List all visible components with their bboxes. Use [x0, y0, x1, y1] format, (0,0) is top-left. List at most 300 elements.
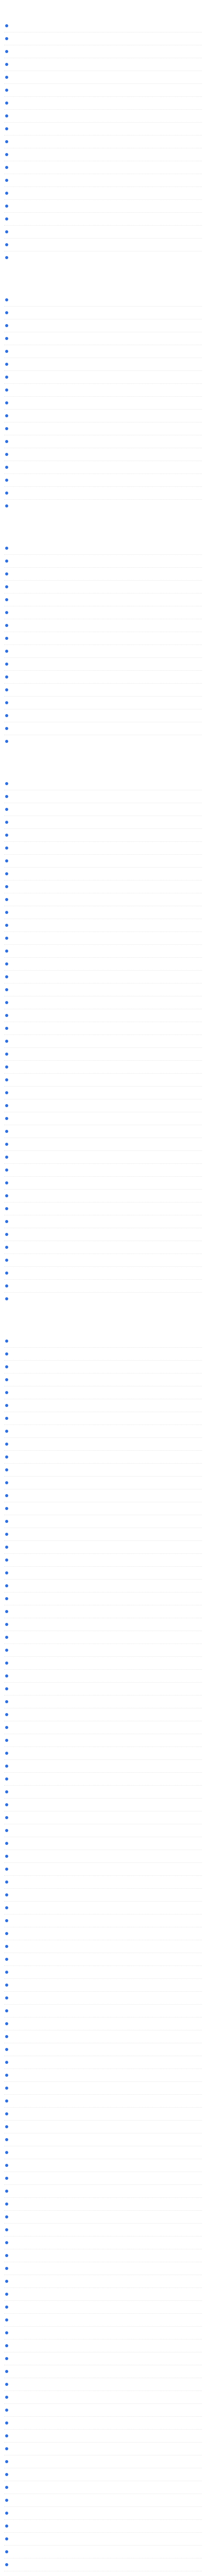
- bullet-icon: [5, 2293, 8, 2296]
- section-title: [4, 764, 202, 773]
- bullet-icon: [5, 1880, 8, 1884]
- bullet-icon: [5, 572, 8, 575]
- list-item: [4, 606, 202, 619]
- list-item: [4, 1953, 202, 1966]
- list-item: [4, 2455, 202, 2468]
- bullet-icon: [5, 624, 8, 627]
- list-item: [4, 1940, 202, 1953]
- bullet-icon: [5, 2074, 8, 2077]
- list-item: [4, 1580, 202, 1592]
- bullet-icon: [5, 1181, 8, 1184]
- list-item: [4, 581, 202, 594]
- list-item: [4, 790, 202, 803]
- link-list: [4, 1335, 202, 2576]
- bullet-icon: [5, 675, 8, 679]
- bullet-icon: [5, 440, 8, 443]
- bullet-icon: [5, 1297, 8, 1300]
- bullet-icon: [5, 337, 8, 340]
- list-item: [4, 1099, 202, 1112]
- bullet-icon: [5, 2512, 8, 2515]
- bullet-icon: [5, 727, 8, 730]
- list-item: [4, 1992, 202, 2005]
- list-item: [4, 213, 202, 226]
- list-item: [4, 2030, 202, 2043]
- bullet-icon: [5, 166, 8, 169]
- list-item: [4, 2288, 202, 2301]
- list-item: [4, 1670, 202, 1683]
- bullet-icon: [5, 547, 8, 550]
- bullet-icon: [5, 1868, 8, 1871]
- bullet-icon: [5, 975, 8, 978]
- bullet-icon: [5, 859, 8, 862]
- list-item: [4, 1721, 202, 1734]
- list-item: [4, 345, 202, 358]
- bullet-icon: [5, 479, 8, 482]
- list-item: [4, 226, 202, 239]
- bullet-icon: [5, 714, 8, 717]
- bullet-icon: [5, 611, 8, 614]
- bullet-icon: [5, 2267, 8, 2270]
- list-item: [4, 1489, 202, 1502]
- bullet-icon: [5, 2112, 8, 2115]
- bullet-icon: [5, 1739, 8, 1742]
- list-item: [4, 2365, 202, 2378]
- list-item: [4, 1425, 202, 1438]
- list-item: [4, 1876, 202, 1889]
- bullet-icon: [5, 427, 8, 430]
- list-item: [4, 148, 202, 161]
- bullet-icon: [5, 2550, 8, 2553]
- bullet-icon: [5, 2524, 8, 2528]
- bullet-icon: [5, 2138, 8, 2141]
- bullet-icon: [5, 89, 8, 92]
- bullet-icon: [5, 1919, 8, 1922]
- list-item: [4, 1760, 202, 1773]
- page: [0, 6, 206, 2576]
- bullet-icon: [5, 1958, 8, 1961]
- bullet-icon: [5, 1777, 8, 1781]
- bullet-icon: [5, 256, 8, 259]
- bullet-icon: [5, 1040, 8, 1043]
- list-item: [4, 45, 202, 58]
- list-item: [4, 2198, 202, 2211]
- bullet-icon: [5, 1662, 8, 1665]
- bullet-icon: [5, 1117, 8, 1120]
- bullet-icon: [5, 637, 8, 640]
- bullet-icon: [5, 2421, 8, 2425]
- bullet-icon: [5, 2254, 8, 2257]
- link-section: [4, 529, 202, 748]
- list-item: [4, 1850, 202, 1863]
- section-spacer: [0, 1310, 206, 1315]
- list-item: [4, 1215, 202, 1228]
- bullet-icon: [5, 1803, 8, 1806]
- bullet-icon: [5, 1194, 8, 1197]
- list-item: [4, 816, 202, 829]
- list-item: [4, 958, 202, 971]
- list-item: [4, 1151, 202, 1164]
- bullet-icon: [5, 688, 8, 691]
- bullet-icon: [5, 924, 8, 927]
- bullet-icon: [5, 821, 8, 824]
- list-item: [4, 1657, 202, 1670]
- bullet-icon: [5, 350, 8, 353]
- bullet-icon: [5, 2499, 8, 2502]
- bullet-icon: [5, 1378, 8, 1381]
- list-item: [4, 2571, 202, 2576]
- list-item: [4, 307, 202, 319]
- bullet-icon: [5, 1623, 8, 1626]
- list-item: [4, 1592, 202, 1605]
- bullet-icon: [5, 1765, 8, 1768]
- bullet-icon: [5, 2215, 8, 2218]
- list-item: [4, 1799, 202, 1811]
- list-item: [4, 319, 202, 332]
- list-item: [4, 1696, 202, 1708]
- list-item: [4, 1631, 202, 1644]
- list-item: [4, 2146, 202, 2159]
- list-item: [4, 332, 202, 345]
- list-item: [4, 1541, 202, 1554]
- list-item: [4, 945, 202, 958]
- bullet-icon: [5, 2357, 8, 2360]
- list-item: [4, 722, 202, 735]
- bullet-icon: [5, 2409, 8, 2412]
- bullet-icon: [5, 1065, 8, 1069]
- bullet-icon: [5, 2306, 8, 2309]
- bullet-icon: [5, 1027, 8, 1030]
- list-item: [4, 868, 202, 880]
- list-item: [4, 2494, 202, 2507]
- list-item: [4, 1747, 202, 1760]
- sections-container: [0, 6, 206, 2576]
- bullet-icon: [5, 1649, 8, 1652]
- bullet-icon: [5, 2177, 8, 2180]
- list-item: [4, 2236, 202, 2249]
- list-item: [4, 1228, 202, 1241]
- link-list: [4, 777, 202, 1305]
- list-item: [4, 2262, 202, 2275]
- list-item: [4, 1112, 202, 1125]
- list-item: [4, 1773, 202, 1786]
- bullet-icon: [5, 1220, 8, 1223]
- bullet-icon: [5, 2061, 8, 2064]
- list-item: [4, 1644, 202, 1657]
- list-item: [4, 1914, 202, 1927]
- list-item: [4, 1708, 202, 1721]
- list-item: [4, 855, 202, 868]
- list-item: [4, 996, 202, 1009]
- list-item: [4, 32, 202, 45]
- bullet-icon: [5, 230, 8, 233]
- list-item: [4, 1824, 202, 1837]
- bullet-icon: [5, 153, 8, 156]
- bullet-icon: [5, 1674, 8, 1677]
- bullet-icon: [5, 1272, 8, 1275]
- list-item: [4, 1902, 202, 1914]
- bullet-icon: [5, 1078, 8, 1081]
- bullet-icon: [5, 988, 8, 991]
- bullet-icon: [5, 598, 8, 601]
- bullet-icon: [5, 1906, 8, 1909]
- list-item: [4, 2185, 202, 2198]
- bullet-icon: [5, 2318, 8, 2321]
- list-item: [4, 1399, 202, 1412]
- bullet-icon: [5, 1700, 8, 1703]
- list-item: [4, 358, 202, 371]
- bullet-icon: [5, 37, 8, 40]
- bullet-icon: [5, 1207, 8, 1210]
- list-item: [4, 1889, 202, 1902]
- list-item: [4, 1280, 202, 1293]
- list-item: [4, 2133, 202, 2146]
- section-spacer: [0, 753, 206, 758]
- list-item: [4, 697, 202, 709]
- bullet-icon: [5, 179, 8, 182]
- bullet-icon: [5, 2190, 8, 2193]
- bullet-icon: [5, 324, 8, 327]
- list-item: [4, 1267, 202, 1280]
- list-item: [4, 1979, 202, 1992]
- bullet-icon: [5, 808, 8, 811]
- list-item: [4, 1074, 202, 1087]
- bullet-icon: [5, 1481, 8, 1484]
- list-item: [4, 2172, 202, 2185]
- bullet-icon: [5, 1494, 8, 1497]
- bullet-icon: [5, 1259, 8, 1262]
- list-item: [4, 161, 202, 174]
- list-item: [4, 58, 202, 71]
- bullet-icon: [5, 2396, 8, 2399]
- bullet-icon: [5, 1143, 8, 1146]
- bullet-icon: [5, 1404, 8, 1407]
- list-item: [4, 1254, 202, 1267]
- list-item: [4, 1863, 202, 1876]
- list-item: [4, 1061, 202, 1074]
- list-item: [4, 2069, 202, 2082]
- bullet-icon: [5, 911, 8, 914]
- bullet-icon: [5, 937, 8, 940]
- list-item: [4, 1528, 202, 1541]
- list-item: [4, 2275, 202, 2288]
- list-item: [4, 2082, 202, 2095]
- bullet-icon: [5, 2164, 8, 2167]
- bullet-icon: [5, 1752, 8, 1755]
- bullet-icon: [5, 1790, 8, 1793]
- list-item: [4, 1837, 202, 1850]
- bullet-icon: [5, 585, 8, 588]
- bullet-icon: [5, 1893, 8, 1896]
- list-item: [4, 422, 202, 435]
- link-list: [4, 20, 202, 264]
- list-item: [4, 1477, 202, 1489]
- bullet-icon: [5, 388, 8, 392]
- list-item: [4, 2249, 202, 2262]
- list-item: [4, 684, 202, 697]
- list-item: [4, 461, 202, 474]
- bullet-icon: [5, 1558, 8, 1562]
- bullet-icon: [5, 560, 8, 563]
- list-item: [4, 645, 202, 658]
- list-item: [4, 2546, 202, 2558]
- list-item: [4, 1009, 202, 1022]
- bullet-icon: [5, 950, 8, 953]
- bullet-icon: [5, 1571, 8, 1574]
- list-item: [4, 135, 202, 148]
- section-spacer: [0, 269, 206, 274]
- list-item: [4, 2018, 202, 2030]
- bullet-icon: [5, 466, 8, 469]
- bullet-icon: [5, 1104, 8, 1107]
- section-title: [4, 280, 202, 290]
- bullet-icon: [5, 2473, 8, 2476]
- bullet-icon: [5, 962, 8, 965]
- bullet-icon: [5, 192, 8, 195]
- list-item: [4, 658, 202, 671]
- list-item: [4, 2301, 202, 2314]
- list-item: [4, 1035, 202, 1048]
- list-item: [4, 1605, 202, 1618]
- list-item: [4, 2340, 202, 2352]
- bullet-icon: [5, 376, 8, 379]
- list-item: [4, 2043, 202, 2056]
- list-item: [4, 542, 202, 555]
- bullet-icon: [5, 1430, 8, 1433]
- bullet-icon: [5, 2022, 8, 2025]
- list-item: [4, 97, 202, 110]
- list-item: [4, 294, 202, 307]
- list-item: [4, 1464, 202, 1477]
- bullet-icon: [5, 2344, 8, 2347]
- link-section: [4, 1321, 202, 2576]
- bullet-icon: [5, 2099, 8, 2103]
- list-item: [4, 919, 202, 932]
- list-item: [4, 435, 202, 448]
- bullet-icon: [5, 872, 8, 875]
- bullet-icon: [5, 650, 8, 653]
- list-item: [4, 2481, 202, 2494]
- bullet-icon: [5, 2486, 8, 2489]
- bullet-icon: [5, 2087, 8, 2090]
- list-item: [4, 1515, 202, 1528]
- bullet-icon: [5, 50, 8, 53]
- bullet-icon: [5, 1726, 8, 1729]
- list-item: [4, 1374, 202, 1386]
- list-item: [4, 1386, 202, 1399]
- list-item: [4, 500, 202, 512]
- bullet-icon: [5, 140, 8, 143]
- bullet-icon: [5, 101, 8, 105]
- list-item: [4, 187, 202, 200]
- list-item: [4, 2468, 202, 2481]
- link-list: [4, 294, 202, 512]
- bullet-icon: [5, 1091, 8, 1094]
- list-item: [4, 123, 202, 135]
- list-item: [4, 1554, 202, 1567]
- link-list: [4, 542, 202, 748]
- bullet-icon: [5, 205, 8, 208]
- list-item: [4, 829, 202, 842]
- list-item: [4, 2005, 202, 2018]
- list-item: [4, 1966, 202, 1979]
- list-item: [4, 735, 202, 748]
- list-item: [4, 2430, 202, 2443]
- bullet-icon: [5, 1053, 8, 1056]
- bullet-icon: [5, 1014, 8, 1017]
- list-item: [4, 2558, 202, 2571]
- list-item: [4, 1048, 202, 1061]
- bullet-icon: [5, 1284, 8, 1287]
- list-item: [4, 594, 202, 606]
- link-section: [4, 6, 202, 264]
- list-item: [4, 2159, 202, 2172]
- bullet-icon: [5, 782, 8, 785]
- bullet-icon: [5, 217, 8, 221]
- section-title: [4, 529, 202, 538]
- bullet-icon: [5, 24, 8, 27]
- list-item: [4, 2095, 202, 2108]
- list-item: [4, 1022, 202, 1035]
- list-item: [4, 1567, 202, 1580]
- list-item: [4, 1811, 202, 1824]
- bullet-icon: [5, 1520, 8, 1523]
- list-item: [4, 2327, 202, 2340]
- bullet-icon: [5, 1130, 8, 1133]
- list-item: [4, 2224, 202, 2236]
- list-item: [4, 671, 202, 684]
- bullet-icon: [5, 1687, 8, 1690]
- list-item: [4, 2314, 202, 2327]
- bullet-icon: [5, 1417, 8, 1420]
- bullet-icon: [5, 1546, 8, 1549]
- bullet-icon: [5, 243, 8, 246]
- bullet-icon: [5, 504, 8, 507]
- list-item: [4, 1164, 202, 1177]
- list-item: [4, 1361, 202, 1374]
- list-item: [4, 2121, 202, 2133]
- list-item: [4, 803, 202, 816]
- bullet-icon: [5, 1340, 8, 1343]
- list-item: [4, 1683, 202, 1696]
- bullet-icon: [5, 2151, 8, 2154]
- bullet-icon: [5, 1971, 8, 1974]
- bullet-icon: [5, 1610, 8, 1613]
- list-item: [4, 200, 202, 213]
- list-item: [4, 555, 202, 568]
- bullet-icon: [5, 127, 8, 130]
- bullet-icon: [5, 63, 8, 66]
- list-item: [4, 619, 202, 632]
- bullet-icon: [5, 1996, 8, 1999]
- list-item: [4, 2108, 202, 2121]
- bullet-icon: [5, 2370, 8, 2373]
- list-item: [4, 906, 202, 919]
- bullet-icon: [5, 1352, 8, 1355]
- bullet-icon: [5, 1455, 8, 1459]
- list-item: [4, 1734, 202, 1747]
- bullet-icon: [5, 1932, 8, 1935]
- list-item: [4, 984, 202, 996]
- bullet-icon: [5, 1713, 8, 1716]
- list-item: [4, 568, 202, 581]
- list-item: [4, 2211, 202, 2224]
- bullet-icon: [5, 2035, 8, 2038]
- list-item: [4, 1438, 202, 1451]
- bullet-icon: [5, 1533, 8, 1536]
- link-section: [4, 280, 202, 512]
- bullet-icon: [5, 414, 8, 417]
- bullet-icon: [5, 2228, 8, 2231]
